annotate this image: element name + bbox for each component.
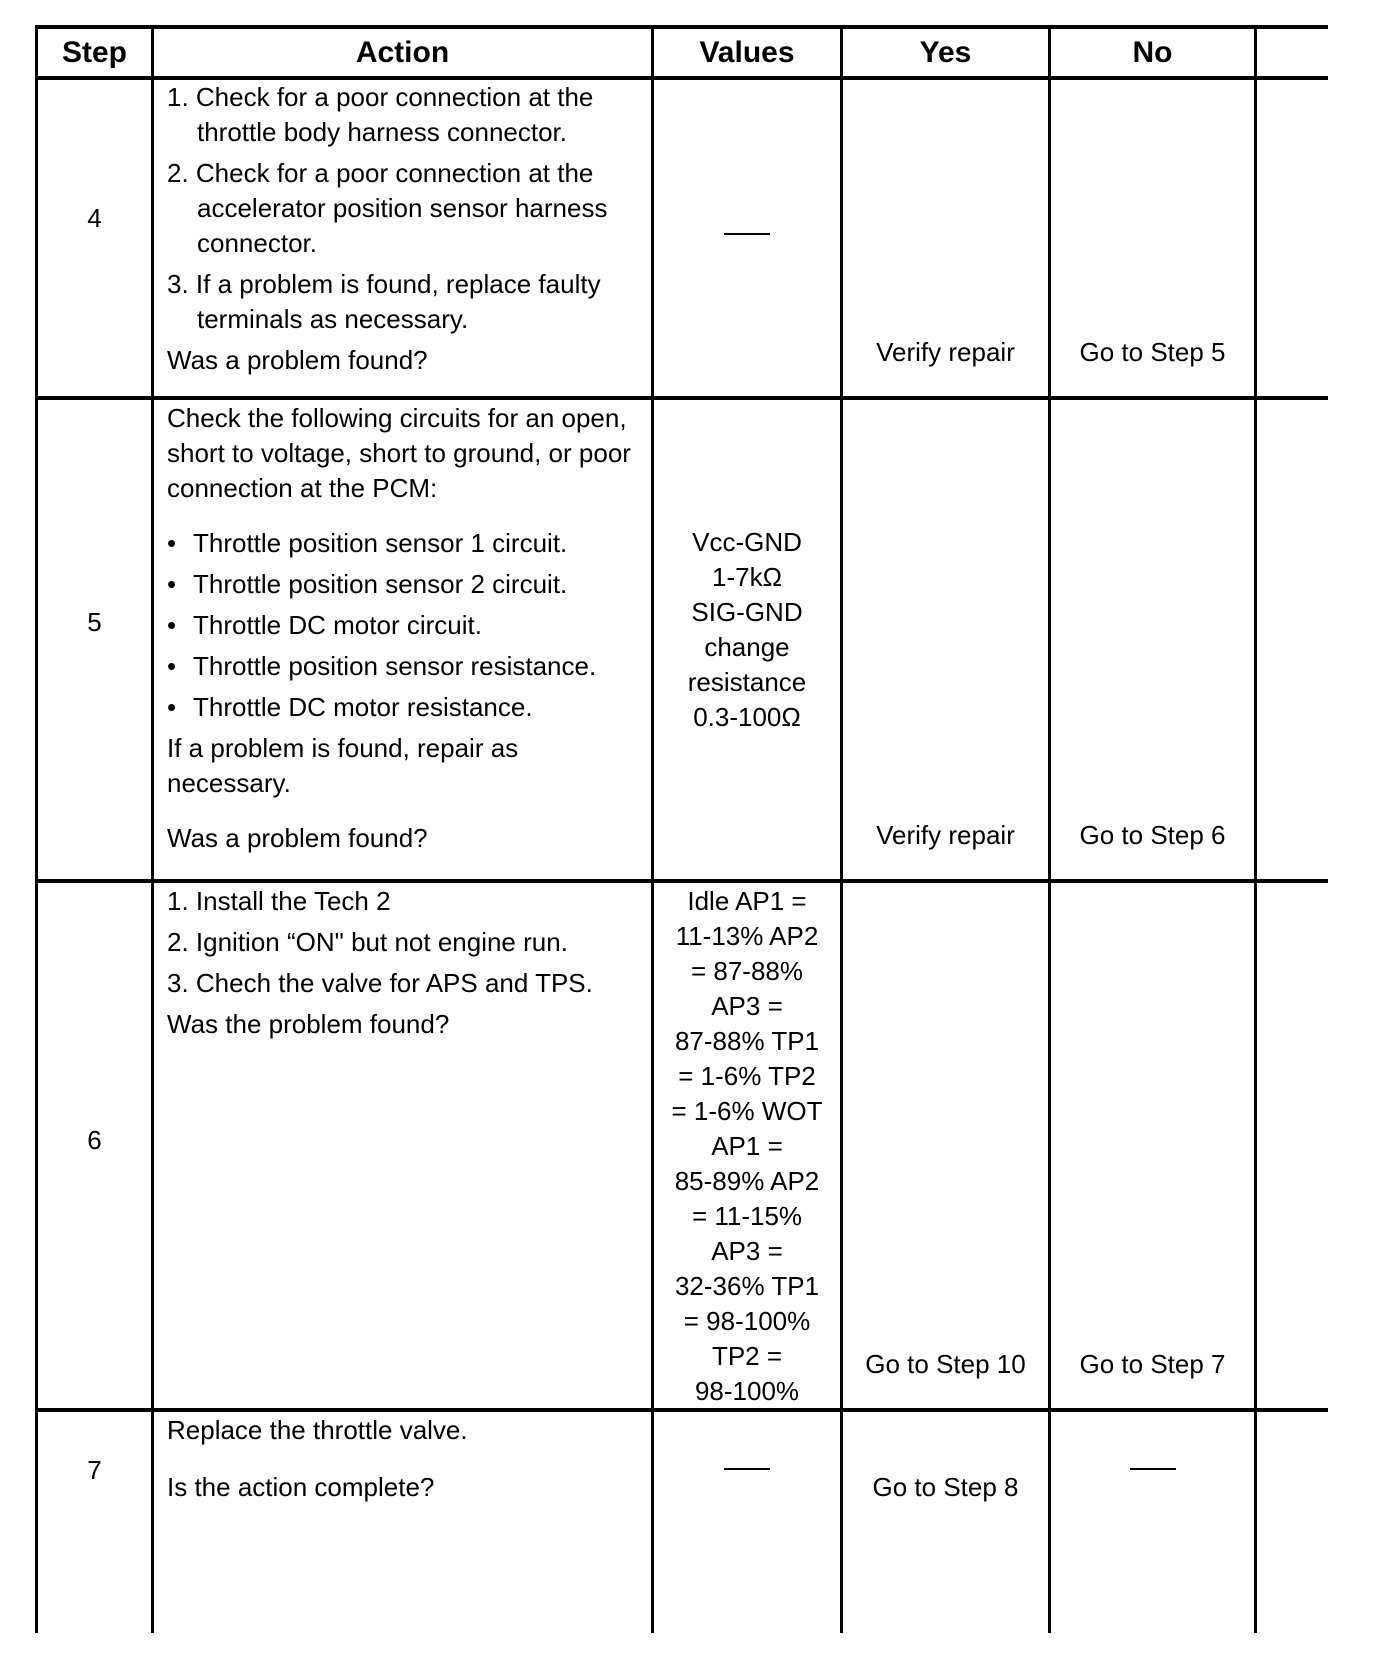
value-line: Idle AP1 = (687, 886, 807, 916)
step-number: 6 (87, 1125, 102, 1155)
value-line: 32-36% TP1 (674, 1271, 820, 1301)
action-cell (167, 80, 637, 378)
value-line: Vcc-GND (692, 527, 802, 557)
header-values: Values (699, 36, 795, 69)
action-bullet: • Throttle position sensor 1 circuit. (167, 526, 642, 561)
value-line: 1-7kΩ (711, 562, 782, 592)
col-border (35, 25, 38, 1633)
yes-result: Verify repair (876, 337, 1015, 367)
value-line: AP3 = (711, 1236, 783, 1266)
action-text: Replace the throttle valve. (167, 1415, 468, 1445)
action-item: 3. If a problem is found, replace faulty terminals as necessary. (167, 269, 601, 334)
yes-result: Verify repair (876, 820, 1015, 850)
no-result: Go to Step 7 (1079, 1349, 1226, 1379)
values-cell (654, 525, 840, 735)
step-number: 4 (87, 203, 102, 233)
action-cell (167, 1413, 642, 1505)
no-empty-dash (1051, 1450, 1254, 1485)
action-bullet: • Throttle position sensor resistance. (167, 649, 642, 684)
action-cell (167, 401, 642, 856)
value-line: 85-89% AP2 (674, 1166, 820, 1196)
header-step: Step (61, 36, 127, 69)
value-line: AP1 = (711, 1131, 783, 1161)
action-item: 1. Install the Tech 2 (167, 886, 391, 916)
yes-result: Go to Step 10 (865, 1349, 1026, 1379)
step-number: 7 (87, 1455, 102, 1485)
values-empty-dash (654, 215, 840, 250)
value-line: = 98-100% (683, 1306, 811, 1336)
value-line: = 1-6% TP2 (678, 1061, 816, 1091)
value-line: = 1-6% WOT (671, 1096, 823, 1126)
action-item: 3. Chech the valve for APS and TPS. (167, 968, 593, 998)
action-question: Was the problem found? (167, 1009, 450, 1039)
value-line: = 11-15% (691, 1201, 803, 1231)
action-item: 1. Check for a poor connection at the throttle body harness connector. (167, 82, 594, 147)
action-question: Was a problem found? (167, 823, 428, 853)
no-result: Go to Step 5 (1079, 337, 1226, 367)
col-border (1254, 25, 1257, 1633)
action-question: Is the action complete? (167, 1472, 435, 1502)
value-line: 98-100% (694, 1376, 800, 1406)
value-line: change (704, 632, 790, 662)
value-line: 11-13% AP2 (675, 921, 819, 951)
value-line: = 87-88% (690, 956, 804, 986)
header-yes: Yes (919, 36, 972, 69)
value-line: TP2 = (711, 1341, 783, 1371)
value-line: SIG-GND (691, 597, 803, 627)
value-line: 0.3-100Ω (693, 702, 801, 732)
value-line: AP3 = (711, 991, 783, 1021)
action-bullet: • Throttle DC motor circuit. (167, 608, 642, 643)
action-cell (167, 884, 642, 1042)
row-divider (35, 396, 1328, 400)
header-no: No (1132, 36, 1173, 69)
col-border (151, 25, 154, 1633)
action-item: 2. Ignition “ON" but not engine run. (167, 927, 568, 957)
action-item: 2. Check for a poor connection at the accelerator position sensor harness connector. (167, 158, 608, 258)
values-cell (654, 884, 840, 1409)
values-empty-dash (654, 1450, 840, 1485)
action-question: Was a problem found? (167, 345, 428, 375)
row-divider (35, 879, 1328, 883)
yes-result: Go to Step 8 (872, 1472, 1019, 1502)
diagnostic-table (35, 25, 1328, 1633)
action-note: If a problem is found, repair as necessary. (167, 733, 519, 798)
action-bullet: • Throttle position sensor 2 circuit. (167, 567, 642, 602)
header-action: Action (355, 36, 450, 69)
value-line: resistance (687, 667, 807, 697)
no-result: Go to Step 6 (1079, 820, 1226, 850)
step-number: 5 (87, 607, 102, 637)
value-line: 87-88% TP1 (674, 1026, 820, 1056)
action-intro: Check the following circuits for an open, short to voltage, short to ground, or poor connection at the PCM: (167, 403, 631, 503)
action-bullet: • Throttle DC motor resistance. (167, 690, 642, 725)
